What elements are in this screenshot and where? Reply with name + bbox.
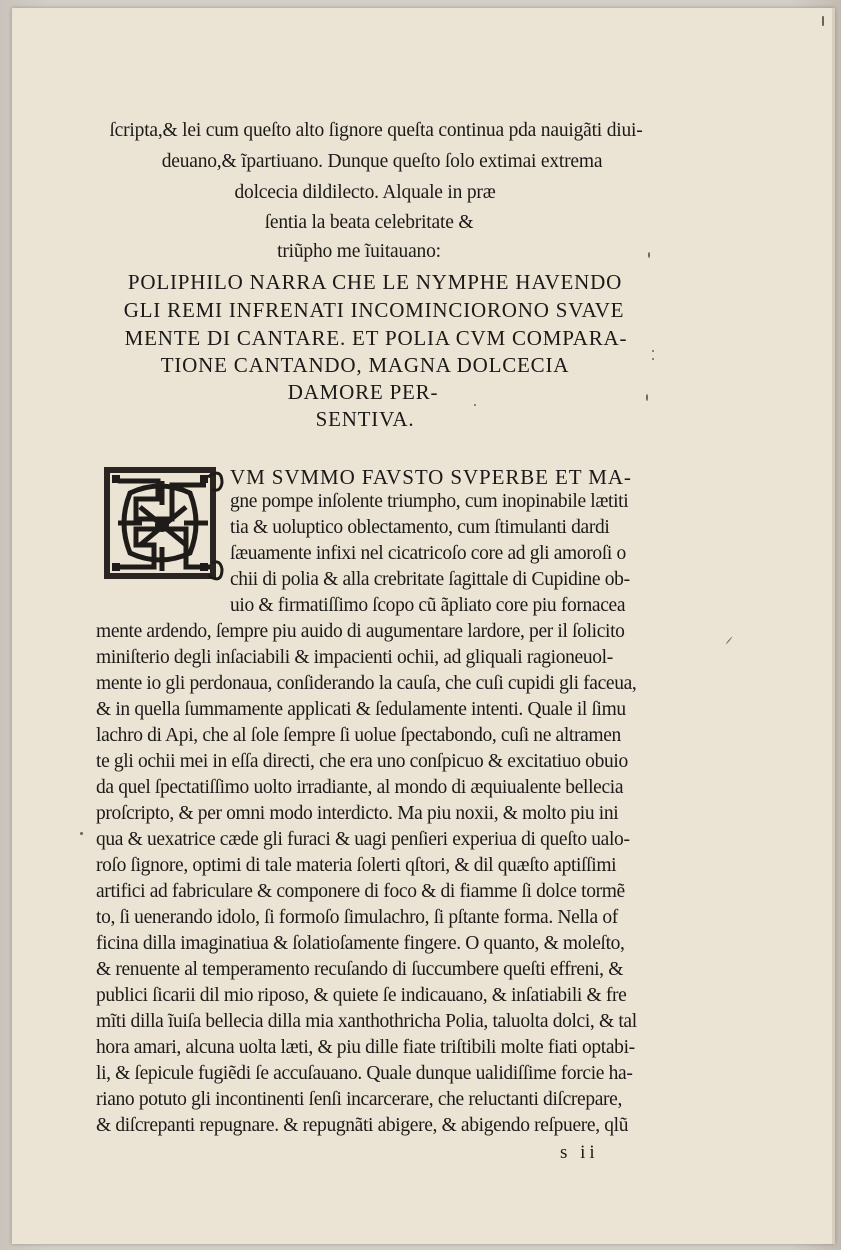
paper-speck — [652, 350, 654, 352]
body-line: lachro di Api, che al ſole ſempre ſi uolue ſpectabondo, cuſi ne altramen — [96, 725, 621, 746]
signature-mark: s ii — [560, 1142, 599, 1163]
opening-line: VM SVMMO FAVSTO SVPERBE ET MA- — [230, 465, 632, 489]
body-line: ſæuamente infixi nel cicatricoſo core ad gli amoroſi o — [230, 543, 626, 564]
chapter-heading-line: DAMORE PER- — [287, 380, 439, 404]
body-line: qua & uexatrice cæde gli furaci & uagi penſieri experiua di queſto ualo- — [96, 829, 630, 850]
top-passage-line: ſcripta,& lei cum queſto alto ſignore queſta continua pda nauigãti diui- — [109, 120, 643, 141]
body-line: riano potuto gli incontinenti ſenſi incarcerare, che reluctanti diſcrepare, — [96, 1089, 623, 1110]
paper-speck — [646, 394, 648, 401]
chapter-heading-line: POLIPHILO NARRA CHE LE NYMPHE HAVENDO — [127, 270, 623, 294]
body-line: artifici ad fabriculare & componere di foco & di fiamme ſi dolce tormẽ — [96, 881, 625, 902]
paper-speck — [725, 636, 732, 644]
body-line: li, & ſepicule fugiẽdi ſe accuſauano. Quale dunque ualidiſſime forcie ha- — [96, 1063, 633, 1084]
top-passage-line: triũpho me ĩuitauano: — [277, 241, 441, 262]
paper-speck — [474, 404, 476, 406]
body-line: uio & firmatiſſimo ſcopo cũ ãpliato core piu fornacea — [230, 595, 626, 616]
body-line: roſo ſignore, optimi di tale materia ſolerti qſtori, & dil quæſto aptiſſimi — [96, 855, 617, 876]
body-line: publici ſicarii dil mio riposo, & quiete ſe indicauano, & inſatiabili & fre — [96, 985, 627, 1006]
body-line: gne pompe inſolente triumpho, cum inopinabile lætiti — [230, 491, 629, 512]
book-page — [12, 8, 835, 1244]
top-passage-line: dolcecia dildilecto. Alquale in præ — [234, 182, 496, 203]
paper-speck — [822, 16, 824, 26]
body-line: miniſterio degli inſaciabili & impacienti ochii, ad gliquali ragioneuol- — [96, 647, 613, 668]
chapter-heading-line: SENTIVA. — [315, 407, 415, 431]
chapter-heading-line: MENTE DI CANTARE. ET POLIA CVM COMPARA- — [124, 326, 628, 350]
paper-speck — [648, 252, 650, 258]
body-line: to, ſi uenerando idolo, ſi formoſo ſimulachro, ſi pſtante forma. Nella of — [96, 907, 618, 928]
body-line: & in quella ſummamente applicati & ſedulamente intenti. Quale il ſimu — [96, 699, 626, 720]
top-passage-line: deuano,& ĩpartiuano. Dunque queſto ſolo extimai extrema — [161, 151, 603, 172]
body-line: proſcripto, & per omni modo interdicto. Ma piu noxii, & molto piu ini — [96, 803, 619, 824]
body-line: te gli ochii mei in eſſa directi, che era uno conſpicuo & excitatiuo obuio — [96, 751, 628, 772]
body-line: ficina dilla imaginatiua & ſolatioſamente fingere. O quanto, & moleſto, — [96, 933, 625, 954]
body-line: tia & uoluptico oblectamento, cum ſtimulanti dardi — [230, 517, 610, 538]
chapter-heading-line: TIONE CANTANDO, MAGNA DOLCECIA — [160, 353, 570, 377]
paper-speck — [80, 832, 83, 835]
chapter-heading-line: GLI REMI INFRENATI INCOMINCIORONO SVAVE — [123, 298, 625, 322]
body-line: & renuente al temperamento recuſando di ſuccumbere queſti effreni, & — [96, 959, 624, 980]
body-line: mĩti dilla ĩuiſa bellecia dilla mia xanthothricha Polia, taluolta dolci, & tal — [96, 1011, 637, 1032]
body-line: mente ardendo, ſempre piu auido di augumentare lardore, per il ſolicito — [96, 621, 625, 642]
paper-speck — [652, 358, 654, 360]
top-passage-line: ſentia la beata celebritate & — [264, 212, 474, 233]
body-line: chii di polia & alla crebritate ſagittale di Cupidine ob- — [230, 569, 630, 590]
decorated-initial — [100, 463, 226, 589]
body-line: hora amari, alcuna uolta læti, & piu dille fiate triſtibili molte fiati optabi- — [96, 1037, 635, 1058]
body-line: & diſcrepanti repugnare. & repugnãti abigere, & abigendo reſpuere, qlũ — [96, 1115, 629, 1136]
body-line: mente io gli perdonaua, conſiderando la cauſa, che cuſi cupidi gli faceua, — [96, 673, 637, 694]
body-line: da quel ſpectatiſſimo uolto irradiante, al mondo di æquiualente bellecia — [96, 777, 624, 798]
